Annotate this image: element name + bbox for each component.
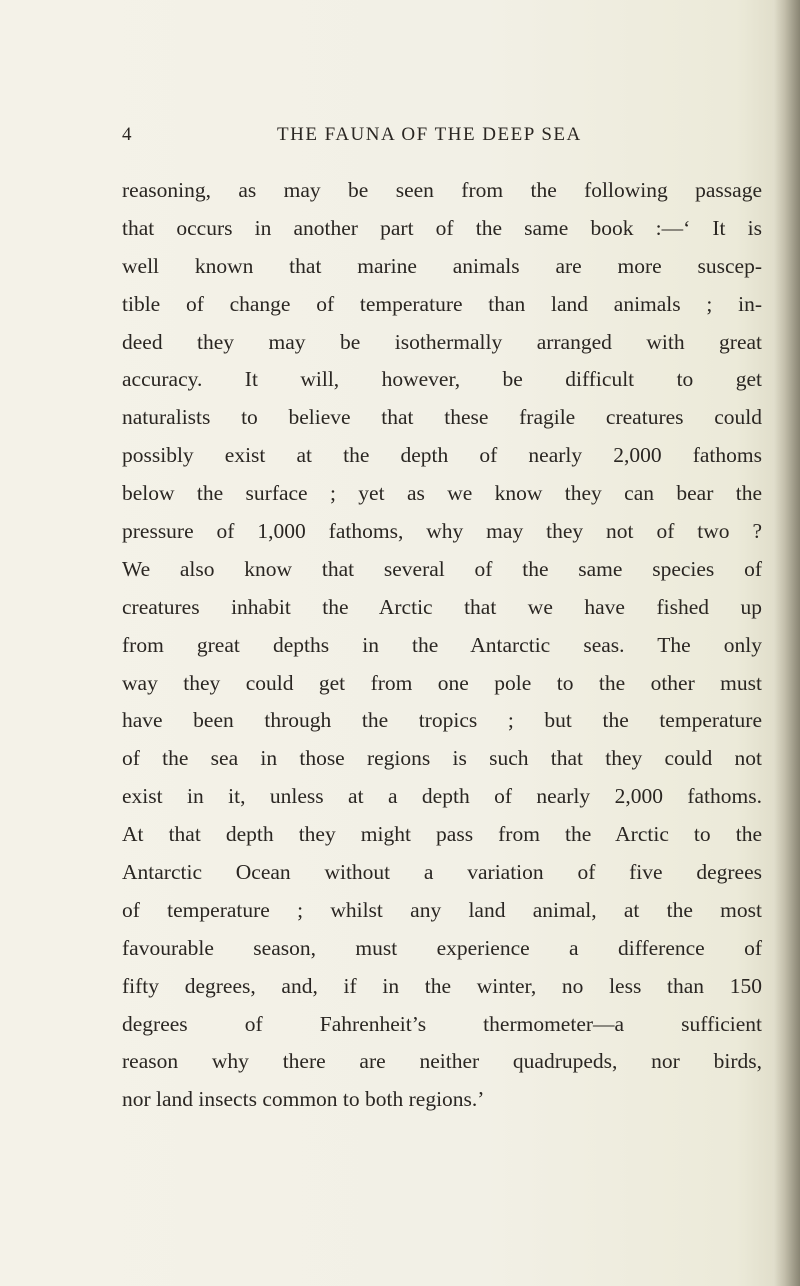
text-line: well known that marine animals are more suscep- [122, 253, 762, 278]
text-line: reasoning, as may be seen from the following passage [122, 178, 762, 202]
text-line: below the surface ; yet as we know they can bear the [122, 481, 762, 506]
text-line: tible of change of temperature than land animals ; in- [122, 291, 762, 316]
text-line: exist in it, unless at a depth of nearly 2,000 fathoms. [122, 784, 762, 809]
text-line: have been through the tropics ; but the temperature [122, 708, 762, 733]
body-paragraph [122, 172, 762, 1119]
text-line: We also know that several of the same species of [122, 556, 762, 581]
text-line: Antarctic Ocean without a variation of five degrees [122, 860, 762, 885]
text-line: reason why there are neither quadrupeds, nor birds, [122, 1049, 762, 1074]
text-line: naturalists to believe that these fragile creatures could [122, 405, 762, 430]
text-line: from great depths in the Antarctic seas. The only [122, 632, 762, 657]
text-line: fifty degrees, and, if in the winter, no less than 150 [122, 973, 762, 998]
running-head: THE FAUNA OF THE DEEP SEA [277, 124, 582, 145]
text-line: creatures inhabit the Arctic that we have fished up [122, 594, 762, 619]
text-line: At that depth they might pass from the Arctic to the [122, 822, 762, 847]
text-line: degrees of Fahrenheit’s thermometer—a sufficient [122, 1011, 762, 1036]
text-line: of the sea in those regions is such that they could not [122, 746, 762, 771]
page-number: 4 [122, 124, 133, 145]
page-edge-shadow [774, 0, 800, 1286]
text-line: way they could get from one pole to the other must [122, 670, 762, 695]
text-line: deed they may be isothermally arranged with great [122, 329, 762, 354]
page-header [122, 124, 742, 154]
text-line: of temperature ; whilst any land animal, at the most [122, 897, 762, 922]
text-line: possibly exist at the depth of nearly 2,000 fathoms [122, 443, 762, 468]
text-line: nor land insects common to both regions.’ [122, 1087, 485, 1112]
text-line: that occurs in another part of the same book :—‘ It is [122, 215, 762, 240]
text-line: pressure of 1,000 fathoms, why may they not of two ? [122, 519, 762, 544]
text-line: accuracy. It will, however, be difficult to get [122, 367, 762, 392]
text-line: favourable season, must experience a difference of [122, 935, 762, 960]
